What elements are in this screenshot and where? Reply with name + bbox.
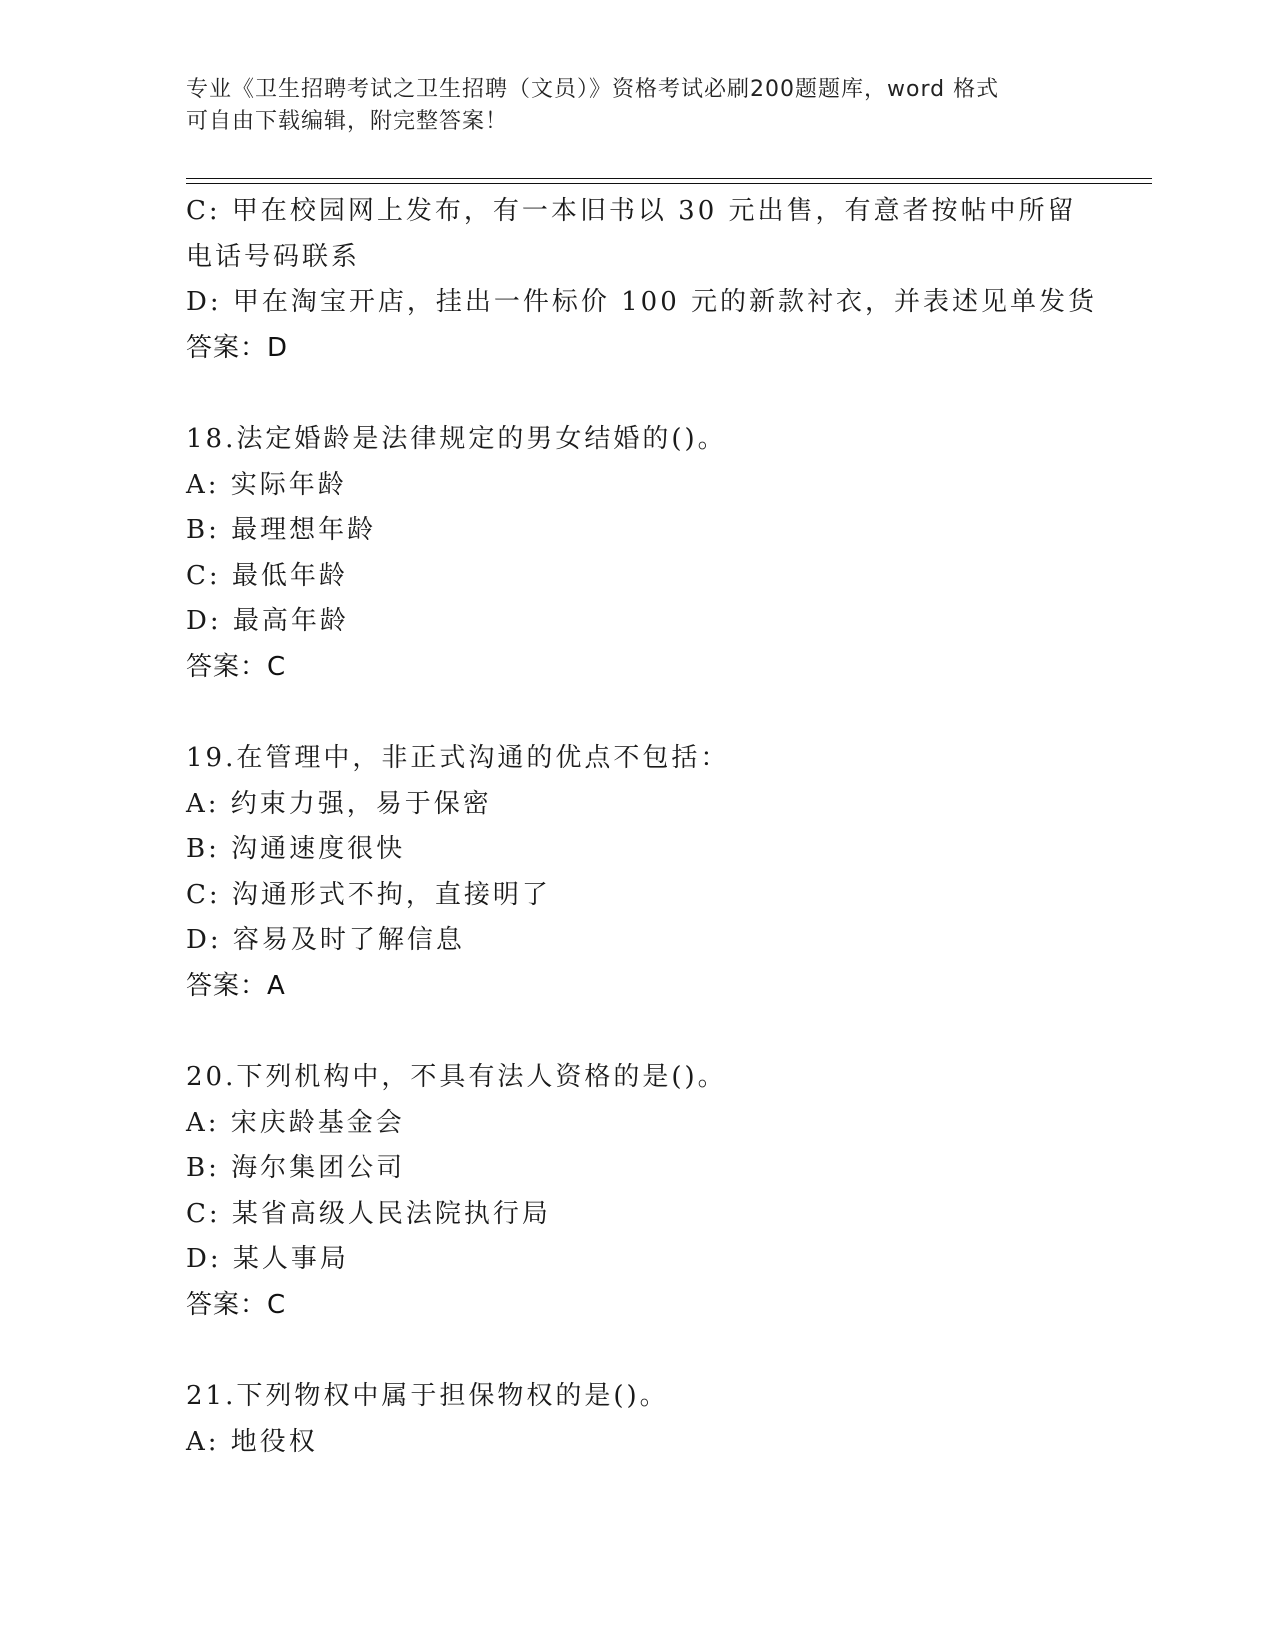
- spacer: [186, 1009, 1126, 1055]
- option-a: A: 宋庆龄基金会: [186, 1107, 405, 1138]
- option-b: B: 海尔集团公司: [186, 1153, 406, 1183]
- spacer: [186, 371, 1126, 417]
- question-17-continued: [186, 189, 1126, 371]
- spacer: [186, 1328, 1126, 1374]
- spacer: [186, 690, 1126, 736]
- question-stem: 21.下列物权中属于担保物权的是()。: [186, 1381, 669, 1411]
- header-divider-bottom: [186, 183, 1152, 184]
- question-20: [186, 1055, 1126, 1328]
- header-title-line-1: 专业《卫生招聘考试之卫生招聘（文员）》资格考试必刷200题题库，word 格式: [186, 77, 1000, 102]
- question-content: [186, 189, 1126, 1465]
- option-d: D: 甲在淘宝开店，挂出一件标价 100 元的新款衬衣，并表述见单发货: [186, 287, 1098, 317]
- option-d: D: 最高年龄: [186, 606, 349, 636]
- answer: 答案：D: [186, 332, 289, 363]
- question-21: [186, 1374, 1126, 1465]
- option-a: A: 地役权: [186, 1426, 318, 1457]
- question-18: [186, 417, 1126, 690]
- answer: 答案：C: [186, 651, 287, 682]
- answer: 答案：C: [186, 1289, 287, 1320]
- answer: 答案：A: [186, 970, 286, 1001]
- option-c: C: 最低年龄: [186, 560, 348, 591]
- option-c: C: 某省高级人民法院执行局: [186, 1198, 551, 1229]
- header-divider-top: [186, 178, 1152, 179]
- option-a: A: 实际年龄: [186, 469, 347, 500]
- option-d: D: 容易及时了解信息: [186, 925, 465, 955]
- question-stem: 19.在管理中，非正式沟通的优点不包括：: [186, 743, 730, 773]
- document-header: [186, 74, 1066, 138]
- option-c-continued: 电话号码联系: [186, 241, 361, 272]
- option-b: B: 最理想年龄: [186, 515, 377, 545]
- header-title-line-2: 可自由下载编辑，附完整答案！: [186, 109, 509, 134]
- option-b: B: 沟通速度很快: [186, 834, 406, 864]
- question-19: [186, 736, 1126, 1009]
- question-stem: 18.法定婚龄是法律规定的男女结婚的()。: [186, 424, 727, 454]
- option-a: A: 约束力强，易于保密: [186, 788, 492, 819]
- option-c: C: 沟通形式不拘，直接明了: [186, 879, 551, 910]
- question-stem: 20.下列机构中，不具有法人资格的是()。: [186, 1062, 727, 1092]
- option-d: D: 某人事局: [186, 1244, 349, 1274]
- option-c: C: 甲在校园网上发布，有一本旧书以 30 元出售，有意者按帖中所留: [186, 196, 1077, 226]
